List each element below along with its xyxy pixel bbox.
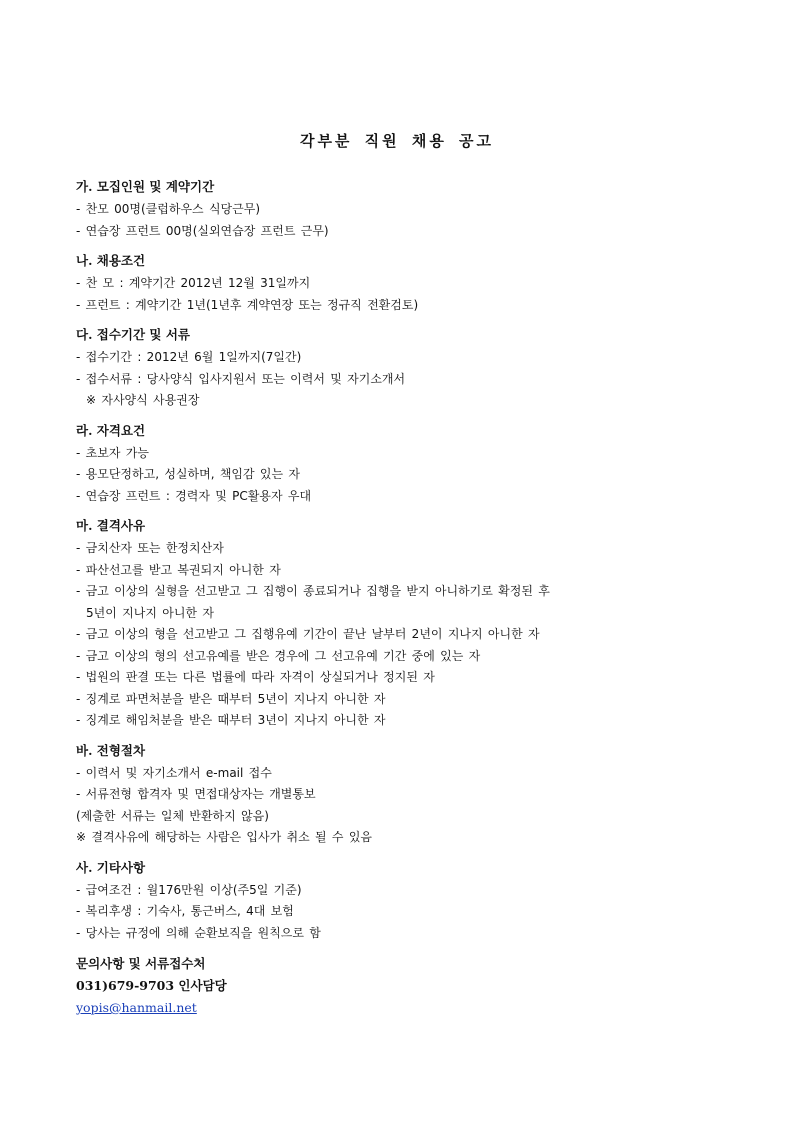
contact-phone: 031)679-9703 인사담당 bbox=[76, 978, 227, 993]
list-item: - 금고 이상의 형을 선고받고 그 집행유예 기간이 끝난 날부터 2년이 지나지 아니한 자 bbox=[76, 627, 540, 641]
list-item: - 서류전형 합격자 및 면접대상자는 개별통보 bbox=[76, 787, 316, 801]
section-heading: 다. 접수기간 및 서류 bbox=[76, 327, 191, 342]
list-item: - 파산선고를 받고 복권되지 아니한 자 bbox=[76, 562, 281, 577]
list-item: - 이력서 및 자기소개서 e-mail 접수 bbox=[76, 765, 272, 780]
section-other bbox=[76, 858, 776, 945]
list-item: - 당사는 규정에 의해 순환보직을 원칙으로 함 bbox=[76, 925, 321, 940]
section-heading: 마. 결격사유 bbox=[76, 518, 146, 533]
list-item: - 금치산자 또는 한정치산자 bbox=[76, 541, 224, 555]
section-qualifications bbox=[76, 421, 776, 508]
list-item-continuation: 5년이 지나지 아니한 자 bbox=[86, 605, 214, 620]
list-item: - 급여조건 : 월176만원 이상(주5일 기준) bbox=[76, 882, 302, 897]
section-heading: 가. 모집인원 및 계약기간 bbox=[76, 179, 215, 194]
list-item: - 연습장 프런트 : 경력자 및 PC활용자 우대 bbox=[76, 488, 312, 503]
section-procedure bbox=[76, 741, 776, 849]
document-body bbox=[76, 177, 776, 1019]
page-title: 각부분 직원 채용 공고 bbox=[299, 132, 495, 150]
list-item: - 찬모 00명(클럽하우스 식당근무) bbox=[76, 202, 261, 216]
list-item: - 금고 이상의 실형을 선고받고 그 집행이 종료되거나 집행을 받지 아니하기로 확정된 후 bbox=[76, 584, 550, 598]
section-heading: 사. 기타사항 bbox=[76, 859, 146, 875]
list-item: - 찬 모 : 계약기간 2012년 12월 31일까지 bbox=[76, 276, 311, 290]
section-conditions bbox=[76, 251, 776, 316]
section-disqualifications bbox=[76, 516, 776, 732]
contact-block bbox=[76, 953, 776, 1019]
contact-heading: 문의사항 및 서류접수처 bbox=[76, 956, 206, 971]
section-recruitment bbox=[76, 177, 776, 242]
list-item: - 징계로 파면처분을 받은 때부터 5년이 지나지 아니한 자 bbox=[76, 691, 386, 706]
section-application bbox=[76, 325, 776, 412]
list-item: - 용모단정하고, 성실하며, 책임감 있는 자 bbox=[76, 467, 301, 481]
list-item: - 연습장 프런트 00명(실외연습장 프런트 근무) bbox=[76, 223, 329, 238]
contact-email-link[interactable]: yopis@hanmail.net bbox=[76, 1000, 197, 1015]
section-heading: 라. 자격요건 bbox=[76, 422, 146, 438]
section-heading: 나. 채용조건 bbox=[76, 253, 146, 268]
list-item: - 법원의 판결 또는 다른 법률에 따라 자격이 상실되거나 정지된 자 bbox=[76, 670, 435, 684]
list-note: (제출한 서류는 일체 반환하지 않음) bbox=[76, 808, 269, 823]
list-item: - 프런트 : 계약기간 1년(1년후 계약연장 또는 정규직 전환검토) bbox=[76, 297, 419, 312]
list-note: ※ 자사양식 사용권장 bbox=[86, 393, 200, 407]
list-item: - 초보자 가능 bbox=[76, 445, 149, 460]
list-item: - 접수기간 : 2012년 6월 1일까지(7일간) bbox=[76, 350, 302, 364]
section-heading: 바. 전형절차 bbox=[76, 742, 146, 758]
list-item: - 징계로 해임처분을 받은 때부터 3년이 지나지 아니한 자 bbox=[76, 713, 386, 727]
list-item: - 금고 이상의 형의 선고유예를 받은 경우에 그 선고유예 기간 중에 있는 자 bbox=[76, 648, 481, 663]
list-item: - 접수서류 : 당사양식 입사지원서 또는 이력서 및 자기소개서 bbox=[76, 371, 406, 386]
list-item: - 복리후생 : 기숙사, 통근버스, 4대 보험 bbox=[76, 904, 294, 918]
list-note: ※ 결격사유에 해당하는 사람은 입사가 취소 될 수 있음 bbox=[76, 830, 373, 844]
